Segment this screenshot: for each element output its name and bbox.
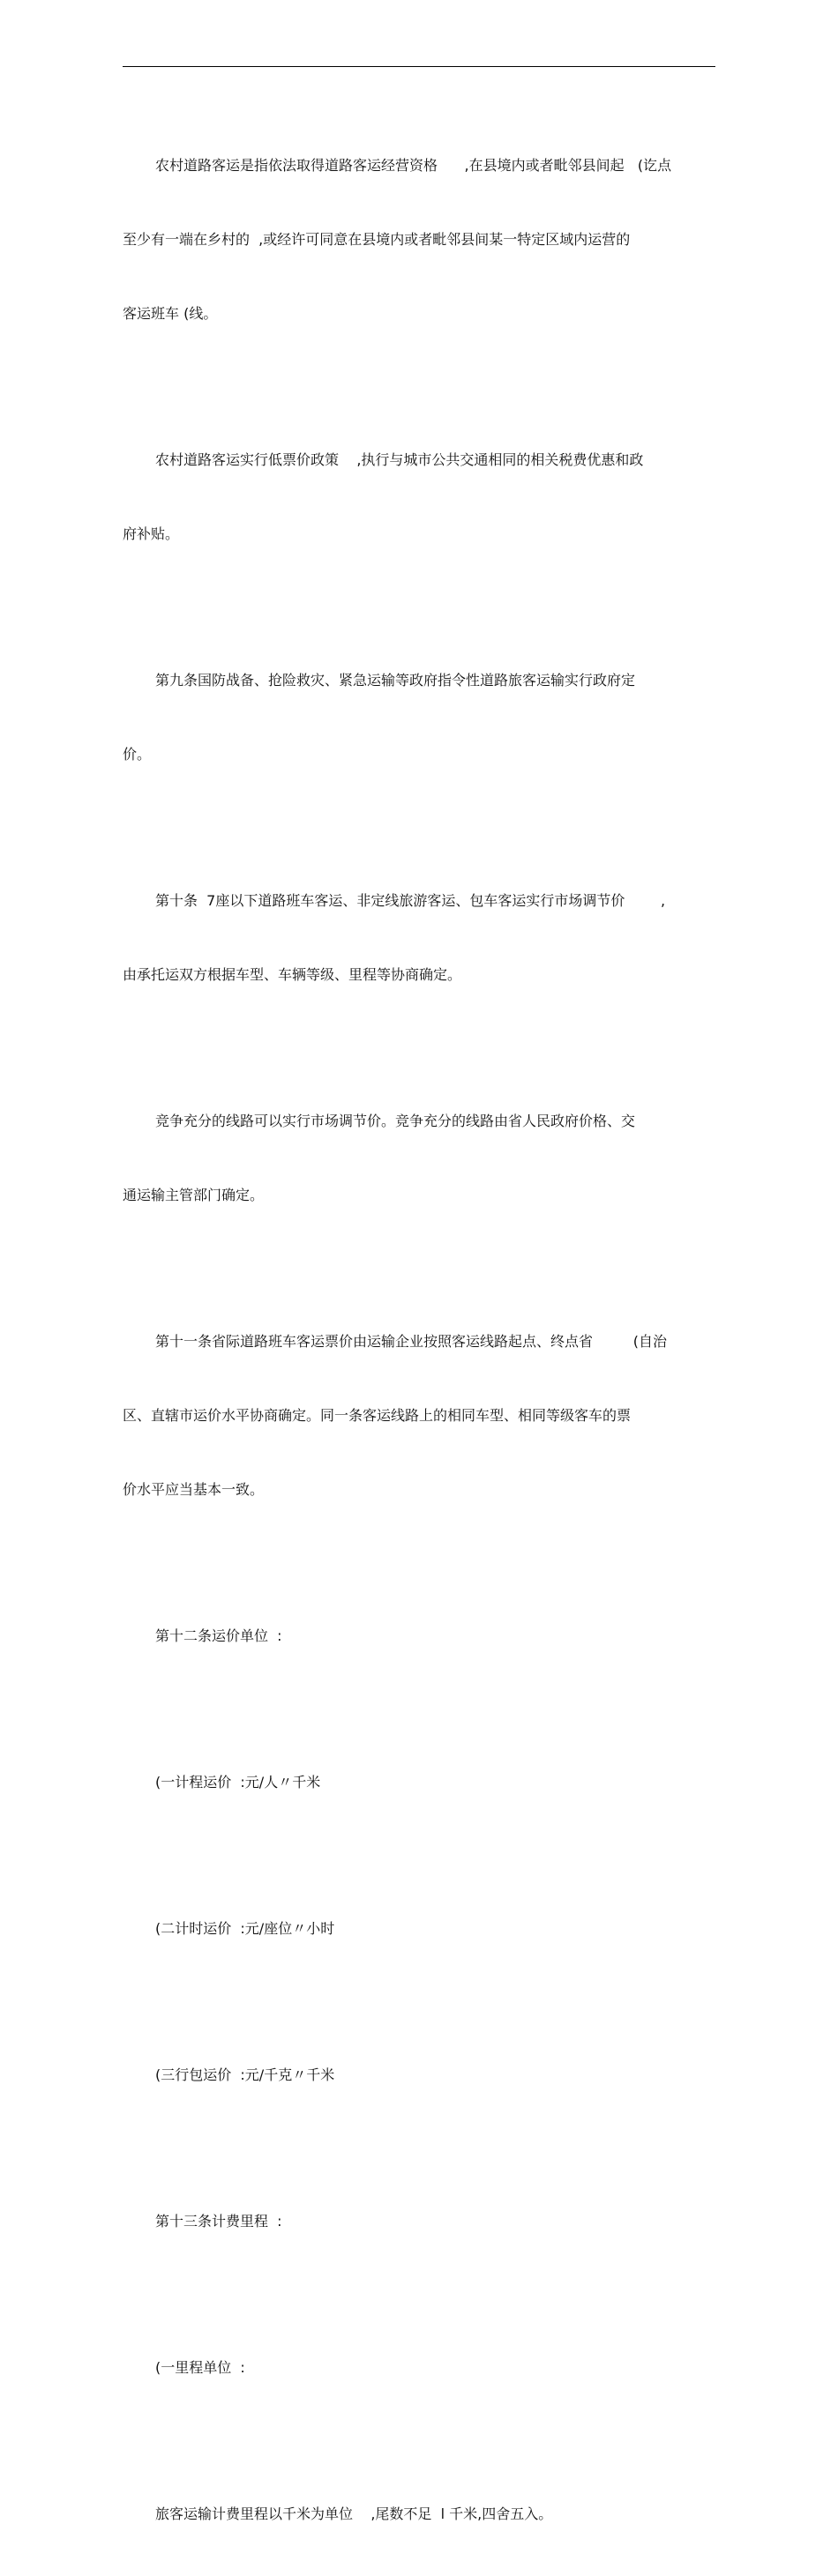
paragraph [123, 1060, 715, 1257]
paragraph-line: 第九条国防战备、抢险救灾、紧急运输等政府指令性道路旅客运输实行政府定 [155, 672, 636, 689]
paragraph-line: 通运输主管部门确定。 [123, 1187, 265, 1203]
paragraph-line: (一里程单位 : [155, 2359, 245, 2376]
paragraph [123, 104, 715, 376]
paragraph [123, 2306, 715, 2430]
paragraph-line: 农村道路客运是指依法取得道路客运经营资格 ,在县境内或者毗邻县间起 (讫点 [155, 157, 672, 174]
paragraph-line: 第十一条省际道路班车客运票价由运输企业按照客运线路起点、终点省 (自治 [155, 1333, 668, 1350]
paragraph [123, 1575, 715, 1698]
paragraph [123, 2453, 715, 2576]
document-body [123, 104, 715, 2576]
paragraph-line: (一计程运价 :元/人〃千米 [155, 1774, 321, 1791]
paragraph-line: 由承托运双方根据车型、车辆等级、里程等协商确定。 [123, 966, 462, 983]
paragraph [123, 2160, 715, 2283]
paragraph [123, 1280, 715, 1552]
paragraph-line: 客运班车 (线。 [123, 305, 218, 322]
paragraph-line: 至少有一端在乡村的 ,或经许可同意在县境内或者毗邻县间某一特定区域内运营的 [123, 231, 631, 248]
paragraph-line: 农村道路客运实行低票价政策 ,执行与城市公共交通相同的相关税费优惠和政 [155, 451, 644, 468]
paragraph-line: 区、直辖市运价水平协商确定。同一条客运线路上的相同车型、相同等级客车的票 [123, 1407, 632, 1424]
paragraph-line: 第十三条计费里程 : [155, 2213, 282, 2230]
paragraph [123, 2014, 715, 2137]
paragraph-line: 第十二条运价单位 : [155, 1627, 282, 1644]
paragraph-line: 第十条 7座以下道路班车客运、非定线旅游客运、包车客运实行市场调节价 , [155, 892, 666, 909]
paragraph [123, 619, 715, 816]
paragraph-line: (三行包运价 :元/千克〃千米 [155, 2066, 335, 2083]
paragraph [123, 839, 715, 1037]
paragraph [123, 1867, 715, 1991]
paragraph [123, 1721, 715, 1844]
paragraph [123, 398, 715, 596]
paragraph-line: 价水平应当基本一致。 [123, 1481, 265, 1498]
paragraph-line: 竞争充分的线路可以实行市场调节价。竞争充分的线路由省人民政府价格、交 [155, 1113, 636, 1129]
paragraph-line: (二计时运价 :元/座位〃小时 [155, 1920, 335, 1937]
paragraph-line: 价。 [123, 746, 152, 763]
header-rule [123, 66, 715, 67]
paragraph-line: 旅客运输计费里程以千米为单位 ,尾数不足 l 千米,四舍五入。 [155, 2505, 553, 2522]
paragraph-line: 府补贴。 [123, 525, 180, 542]
